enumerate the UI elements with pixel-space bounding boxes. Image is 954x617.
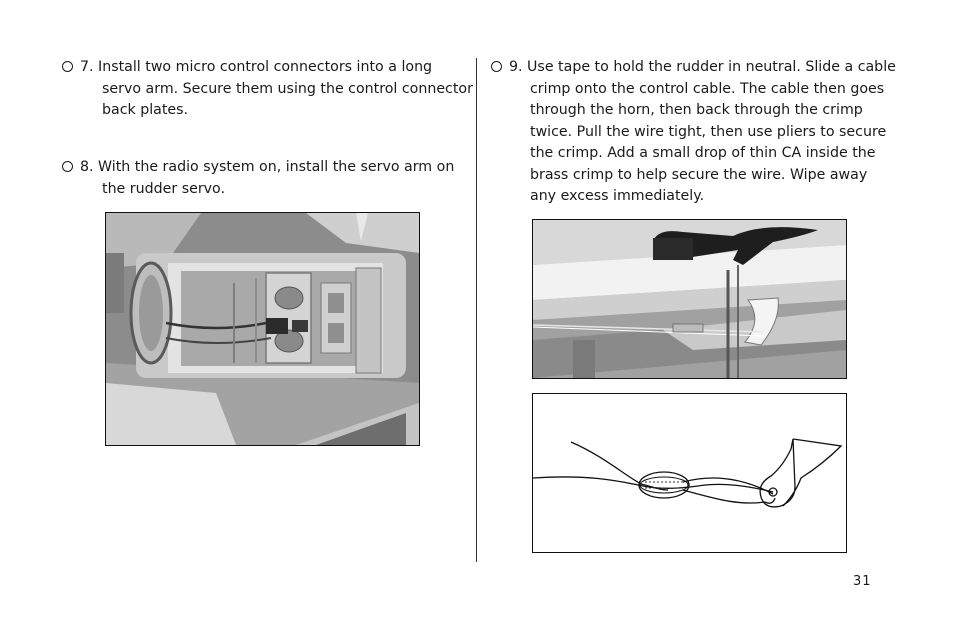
step-9-line-4: twice. Pull the wire tight, then use pliers to secure <box>530 123 887 140</box>
crimp-diagram <box>532 393 847 553</box>
crimp-illustration <box>533 394 846 552</box>
fuselage-servo-photo <box>105 212 420 446</box>
step-9-line-3: through the horn, then back through the crimp <box>530 102 863 118</box>
column-divider <box>476 58 477 562</box>
step-8-line-1: 8. With the radio system on, install the servo arm on <box>62 157 454 179</box>
step-9-line-5: the crimp. Add a small drop of thin CA inside the <box>530 145 876 161</box>
page-number: 31 <box>853 574 872 589</box>
checkbox-circle-icon[interactable] <box>491 61 502 72</box>
checkbox-circle-icon[interactable] <box>62 161 73 172</box>
step-9-line-2: crimp onto the control cable. The cable then goes <box>530 80 885 97</box>
step-8-line-2: the rudder servo. <box>102 180 225 197</box>
fuselage-servo-illustration <box>106 213 419 445</box>
step-9-line-1: 9. Use tape to hold the rudder in neutral. Slide a cable <box>491 57 896 79</box>
step-7-line-1: 7. Install two micro control connectors into a long <box>62 57 473 79</box>
step-7 <box>62 57 473 122</box>
rudder-horn-photo <box>532 219 847 379</box>
step-8 <box>62 157 454 200</box>
step-9-line-6: brass crimp to help secure the wire. Wipe away <box>530 166 868 183</box>
step-7-line-2: servo arm. Secure them using the control connector <box>102 80 473 97</box>
rudder-horn-illustration <box>533 220 846 378</box>
checkbox-circle-icon[interactable] <box>62 61 73 72</box>
step-7-line-3: back plates. <box>102 102 189 118</box>
step-9 <box>491 57 896 208</box>
step-9-line-7: any excess immediately. <box>530 188 705 204</box>
